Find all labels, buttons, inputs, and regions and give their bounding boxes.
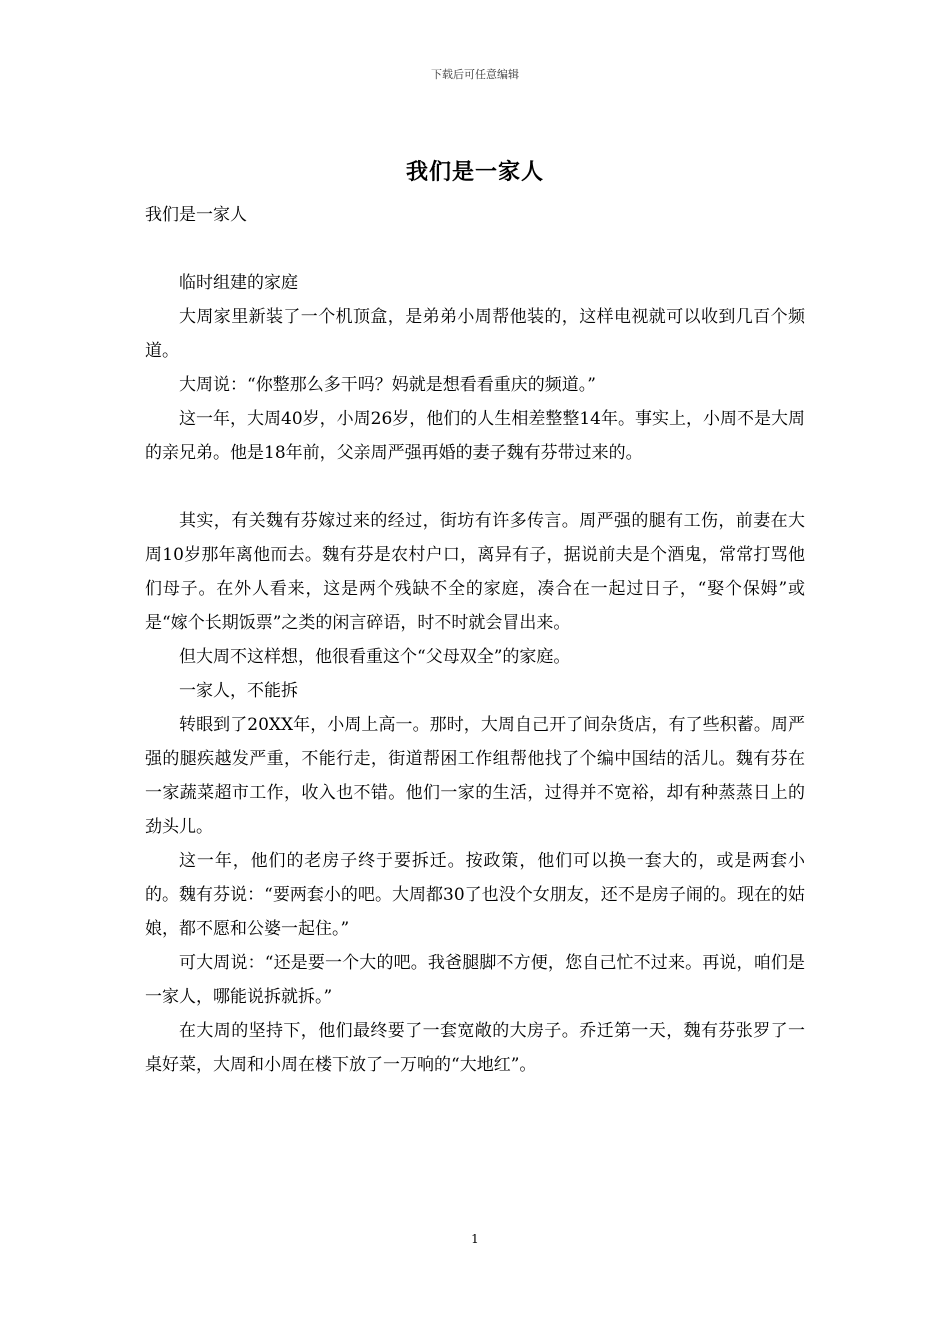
body-paragraph: 可大周说：“还是要一个大的吧。我爸腿脚不方便，您自己忙不过来。再说，咱们是一家人，哪能说拆就拆。” [145, 953, 805, 1007]
body-paragraph: 但大周不这样想，他很看重这个“父母双全”的家庭。 [179, 647, 571, 667]
body-paragraph: 这一年，大周40岁，小周26岁，他们的人生相差整整14年。事实上，小周不是大周的亲兄弟。他是18年前，父亲周严强再婚的妻子魏有芬带过来的。 [145, 409, 805, 463]
page-number: 1 [471, 1232, 479, 1246]
body-paragraph: 在大周的坚持下，他们最终要了一套宽敞的大房子。乔迁第一天，魏有芬张罗了一桌好菜，大周和小周在楼下放了一万响的“大地红”。 [145, 1021, 805, 1075]
section-heading: 一家人，不能拆 [179, 681, 298, 701]
document-body [145, 198, 805, 1082]
body-paragraph: 大周说：“你整那么多干吗？妈就是想看看重庆的频道。” [179, 375, 596, 395]
paragraph-gap [145, 470, 805, 504]
section-heading: 临时组建的家庭 [179, 273, 298, 293]
paragraph-gap [145, 232, 805, 266]
document-subtitle: 我们是一家人 [145, 205, 247, 225]
page-header-note: 下载后可任意编辑 [431, 68, 519, 81]
body-paragraph: 转眼到了20XX年，小周上高一。那时，大周自己开了间杂货店，有了些积蓄。周严强的腿疾越发严重，不能行走，街道帮困工作组帮他找了个编中国结的活儿。魏有芬在一家蔬菜超市工作，收入也不错。他们一家的生活，过得并不宽裕，却有种蒸蒸日上的劲头儿。 [145, 715, 805, 837]
body-paragraph: 这一年，他们的老房子终于要拆迁。按政策，他们可以换一套大的，或是两套小的。魏有芬说：“要两套小的吧。大周都30了也没个女朋友，还不是房子闹的。现在的姑娘，都不愿和公婆一起住。” [145, 851, 805, 939]
body-paragraph: 其实，有关魏有芬嫁过来的经过，街坊有许多传言。周严强的腿有工伤，前妻在大周10岁那年离他而去。魏有芬是农村户口，离异有子，据说前夫是个酒鬼，常常打骂他们母子。在外人看来，这是两个残缺不全的家庭，凑合在一起过日子，“娶个保姆”或是“嫁个长期饭票”之类的闲言碎语，时不时就会冒出来。 [145, 511, 805, 633]
document-title: 我们是一家人 [405, 159, 544, 185]
body-paragraph: 大周家里新装了一个机顶盒，是弟弟小周帮他装的，这样电视就可以收到几百个频道。 [145, 307, 805, 361]
